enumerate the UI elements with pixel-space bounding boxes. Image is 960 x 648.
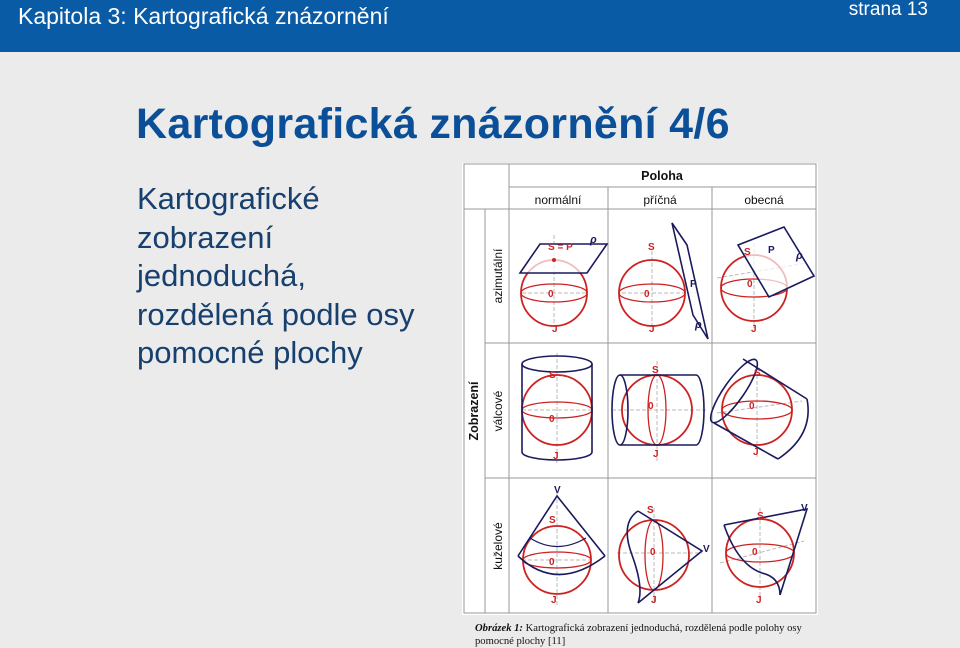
page-number: strana 13 bbox=[848, 0, 928, 20]
point-label: 0 bbox=[549, 414, 555, 425]
point-label: J bbox=[756, 595, 762, 606]
point-label: J bbox=[551, 595, 557, 606]
azimuthal-oblique-diagram bbox=[717, 227, 814, 335]
point-label: J bbox=[553, 451, 559, 462]
caption-text: Kartografická zobrazení jednoduchá, rozdělená podle polohy osy pomocné plochy [11] bbox=[475, 623, 802, 647]
row-header: azimutální bbox=[491, 248, 505, 304]
body-line: pomocné plochy bbox=[137, 335, 363, 370]
point-label: 0 bbox=[648, 401, 654, 412]
figure-caption bbox=[475, 622, 835, 648]
point-label: J bbox=[649, 324, 655, 335]
column-header: obecná bbox=[744, 193, 784, 207]
azimuthal-normal-diagram bbox=[520, 234, 607, 335]
point-label: S bbox=[549, 515, 556, 526]
point-label: 0 bbox=[749, 401, 755, 412]
point-label: 0 bbox=[548, 289, 554, 300]
point-label: S bbox=[757, 511, 764, 522]
point-label: ρ bbox=[695, 319, 702, 331]
point-label: J bbox=[751, 324, 757, 335]
point-label: P bbox=[690, 279, 697, 290]
point-label: J bbox=[753, 447, 759, 458]
projection-figure bbox=[462, 163, 818, 615]
body-text bbox=[137, 180, 457, 373]
point-label: V bbox=[703, 544, 710, 555]
point-label: P bbox=[768, 245, 775, 256]
point-label: S bbox=[648, 242, 655, 253]
cylindrical-normal-diagram bbox=[522, 353, 592, 463]
body-line: zobrazení bbox=[137, 219, 274, 255]
column-header: příčná bbox=[643, 193, 677, 207]
point-label: 0 bbox=[747, 279, 753, 290]
body-line: Kartografické bbox=[137, 181, 320, 216]
point-label: J bbox=[552, 324, 558, 335]
point-label: S bbox=[744, 247, 751, 258]
point-label: S bbox=[652, 365, 659, 376]
point-label: ρ bbox=[590, 234, 597, 246]
point-label: 0 bbox=[650, 547, 656, 558]
conical-oblique-diagram bbox=[720, 503, 808, 606]
point-label: S bbox=[754, 368, 761, 379]
point-label: S bbox=[549, 370, 556, 381]
row-group-label: Zobrazení bbox=[467, 381, 481, 441]
conical-transverse-diagram bbox=[617, 505, 710, 606]
header-bar bbox=[0, 0, 960, 52]
point-label: J bbox=[651, 595, 657, 606]
table-grid bbox=[464, 164, 816, 613]
point-label: ρ bbox=[796, 250, 803, 262]
point-label: S bbox=[647, 505, 654, 516]
slide-title: Kartografická znázornění 4/6 bbox=[136, 100, 730, 148]
body-line: jednoduchá, bbox=[137, 258, 306, 293]
column-group-label: Poloha bbox=[641, 169, 683, 183]
column-header: normální bbox=[534, 193, 582, 207]
point-label: V bbox=[801, 503, 808, 514]
row-header: kuželové bbox=[491, 522, 505, 570]
cylindrical-oblique-diagram bbox=[704, 354, 808, 459]
row-header: válcové bbox=[491, 390, 505, 432]
conical-normal-diagram bbox=[518, 485, 605, 606]
chapter-title: Kapitola 3: Kartografická znázornění bbox=[18, 3, 389, 29]
point-label: S = P bbox=[548, 242, 573, 253]
point-label: 0 bbox=[752, 547, 758, 558]
azimuthal-transverse-diagram bbox=[619, 223, 708, 339]
point-label: 0 bbox=[549, 557, 555, 568]
body-line: rozdělená podle osy bbox=[137, 296, 415, 332]
point-label: J bbox=[653, 449, 659, 460]
caption-label: Obrázek 1: bbox=[475, 623, 523, 634]
point-label: 0 bbox=[644, 289, 650, 300]
cylindrical-transverse-diagram bbox=[612, 361, 707, 461]
point-label: V bbox=[554, 485, 561, 496]
